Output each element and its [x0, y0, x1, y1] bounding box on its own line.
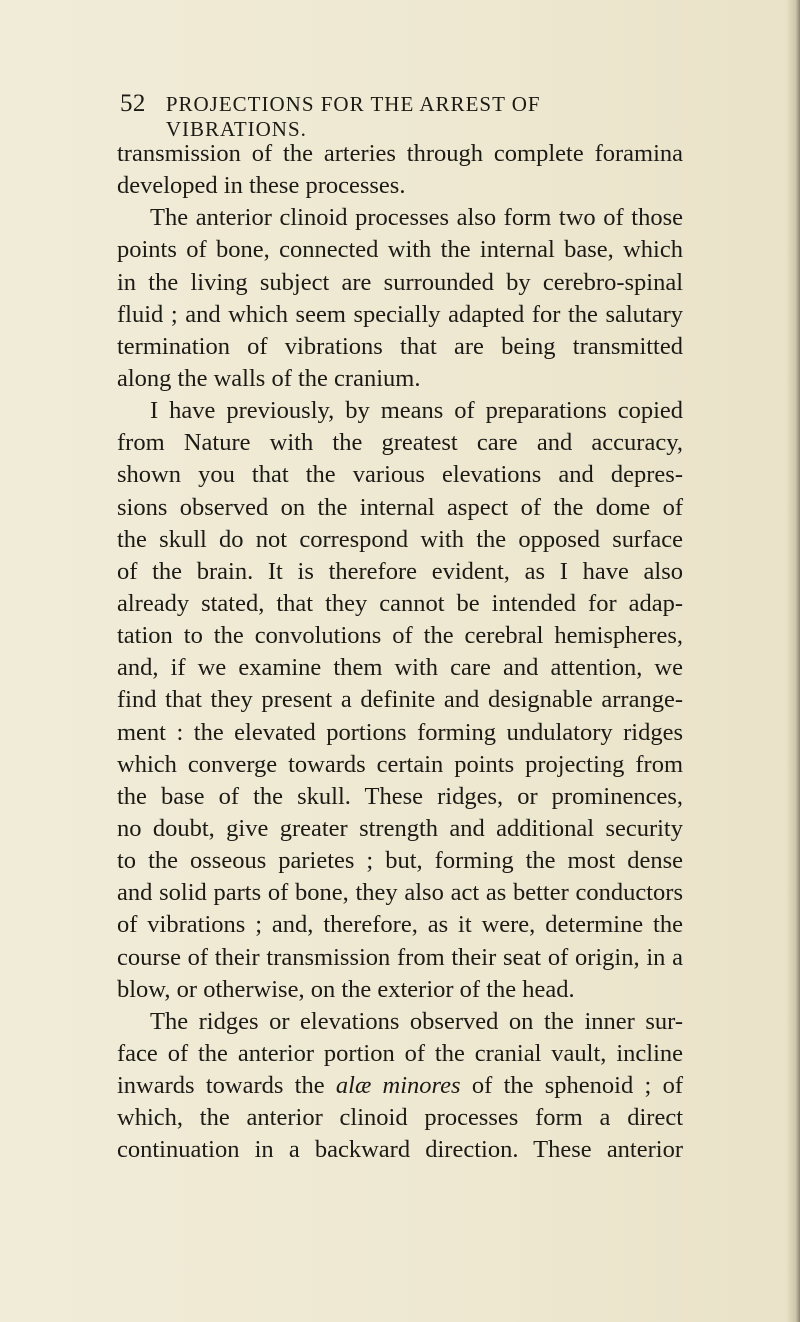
text-line: [117, 1006, 683, 1038]
text-line-content: of the brain. It is therefore evident, as I have also: [117, 557, 683, 585]
text-line-content: fluid ; and which seem specially adapted for the salutary: [117, 300, 683, 328]
text-line: [117, 781, 683, 813]
text-line-content: transmission of the arteries through complete foramina: [117, 140, 683, 167]
text-line: [117, 331, 683, 363]
text-line: [117, 234, 683, 266]
text-line: [117, 974, 683, 1006]
page-number: 52: [120, 90, 146, 117]
text-line-content: in the living subject are surrounded by cerebro-spinal: [117, 268, 683, 296]
text-line: [117, 267, 683, 299]
text-line-content: and, if we examine them with care and attention, we: [117, 654, 683, 682]
text-line-content: from Nature with the greatest care and accuracy,: [117, 429, 683, 457]
text-line-content: ment : the elevated portions forming undulatory ridges: [117, 718, 683, 746]
text-line-content: shown you that the various elevations and depres-: [117, 461, 683, 489]
text-line: [117, 942, 683, 974]
italic-term: alæ minores: [335, 1072, 461, 1100]
text-line-content: the base of the skull. These ridges, or prominences,: [117, 782, 683, 810]
text-line-content: which, the anterior clinoid processes form a direct: [117, 1104, 683, 1132]
text-line-content: blow, or otherwise, on the exterior of the head.: [117, 975, 575, 1003]
text-line-content: along the walls of the cranium.: [117, 364, 421, 392]
text-line-content: The anterior clinoid processes also form two of those: [150, 204, 683, 232]
text-line: [117, 1102, 683, 1134]
text-line-content: I have previously, by means of preparations copied: [150, 397, 683, 425]
text-line-content: termination of vibrations that are being transmitted: [117, 332, 683, 360]
text-line: [117, 459, 683, 491]
text-line-continuation: of the sphenoid ; of: [460, 1072, 683, 1100]
text-line: [117, 909, 683, 941]
text-line-content: course of their transmission from their seat of origin, in a: [117, 943, 683, 971]
text-line-content: find that they present a definite and designable arrange-: [117, 686, 683, 714]
text-line: [117, 524, 683, 556]
body-text: [117, 138, 683, 1167]
text-line: [117, 492, 683, 524]
text-line-content: developed in these processes.: [117, 172, 406, 200]
text-line: [117, 138, 683, 170]
text-line: [117, 170, 683, 202]
text-line: [117, 427, 683, 459]
text-line-content: points of bone, connected with the internal base, which: [117, 236, 683, 264]
text-line-content: of vibrations ; and, therefore, as it were, determine the: [117, 911, 683, 939]
text-line: [117, 877, 683, 909]
text-line: [117, 588, 683, 620]
text-line: [117, 652, 683, 684]
text-line-content: sions observed on the internal aspect of the dome of: [117, 493, 683, 521]
text-line-content: tation to the convolutions of the cerebral hemispheres,: [117, 622, 683, 650]
text-line: [117, 845, 683, 877]
text-line-content: the skull do not correspond with the opposed surface: [117, 525, 683, 553]
text-line: [117, 363, 683, 395]
running-head: [120, 90, 680, 141]
text-line-content: which converge towards certain points projecting from: [117, 750, 683, 778]
text-line: [117, 620, 683, 652]
page-edge-shadow: [786, 0, 800, 1322]
text-line: [117, 749, 683, 781]
text-line: [117, 395, 683, 427]
text-line-content: and solid parts of bone, they also act as better conductors: [117, 879, 683, 907]
running-title: PROJECTIONS FOR THE ARREST OF VIBRATIONS.: [165, 92, 541, 141]
text-line: [117, 1134, 683, 1166]
text-line: [117, 1038, 683, 1070]
text-line-content: inwards towards the: [117, 1072, 336, 1100]
text-line-content: to the osseous parietes ; but, forming the most dense: [117, 847, 683, 875]
text-line: [117, 299, 683, 331]
text-line: [117, 813, 683, 845]
text-line-content: The ridges or elevations observed on the inner sur-: [150, 1007, 683, 1035]
text-line: [117, 1070, 683, 1102]
text-line: [117, 684, 683, 716]
text-line: [117, 717, 683, 749]
text-line-content: face of the anterior portion of the cranial vault, incline: [117, 1039, 683, 1067]
text-line-content: continuation in a backward direction. These anterior: [117, 1136, 683, 1164]
text-line: [117, 202, 683, 234]
text-line: [117, 556, 683, 588]
text-line-content: no doubt, give greater strength and additional security: [117, 814, 683, 842]
text-line-content: already stated, that they cannot be intended for adap-: [117, 589, 683, 617]
